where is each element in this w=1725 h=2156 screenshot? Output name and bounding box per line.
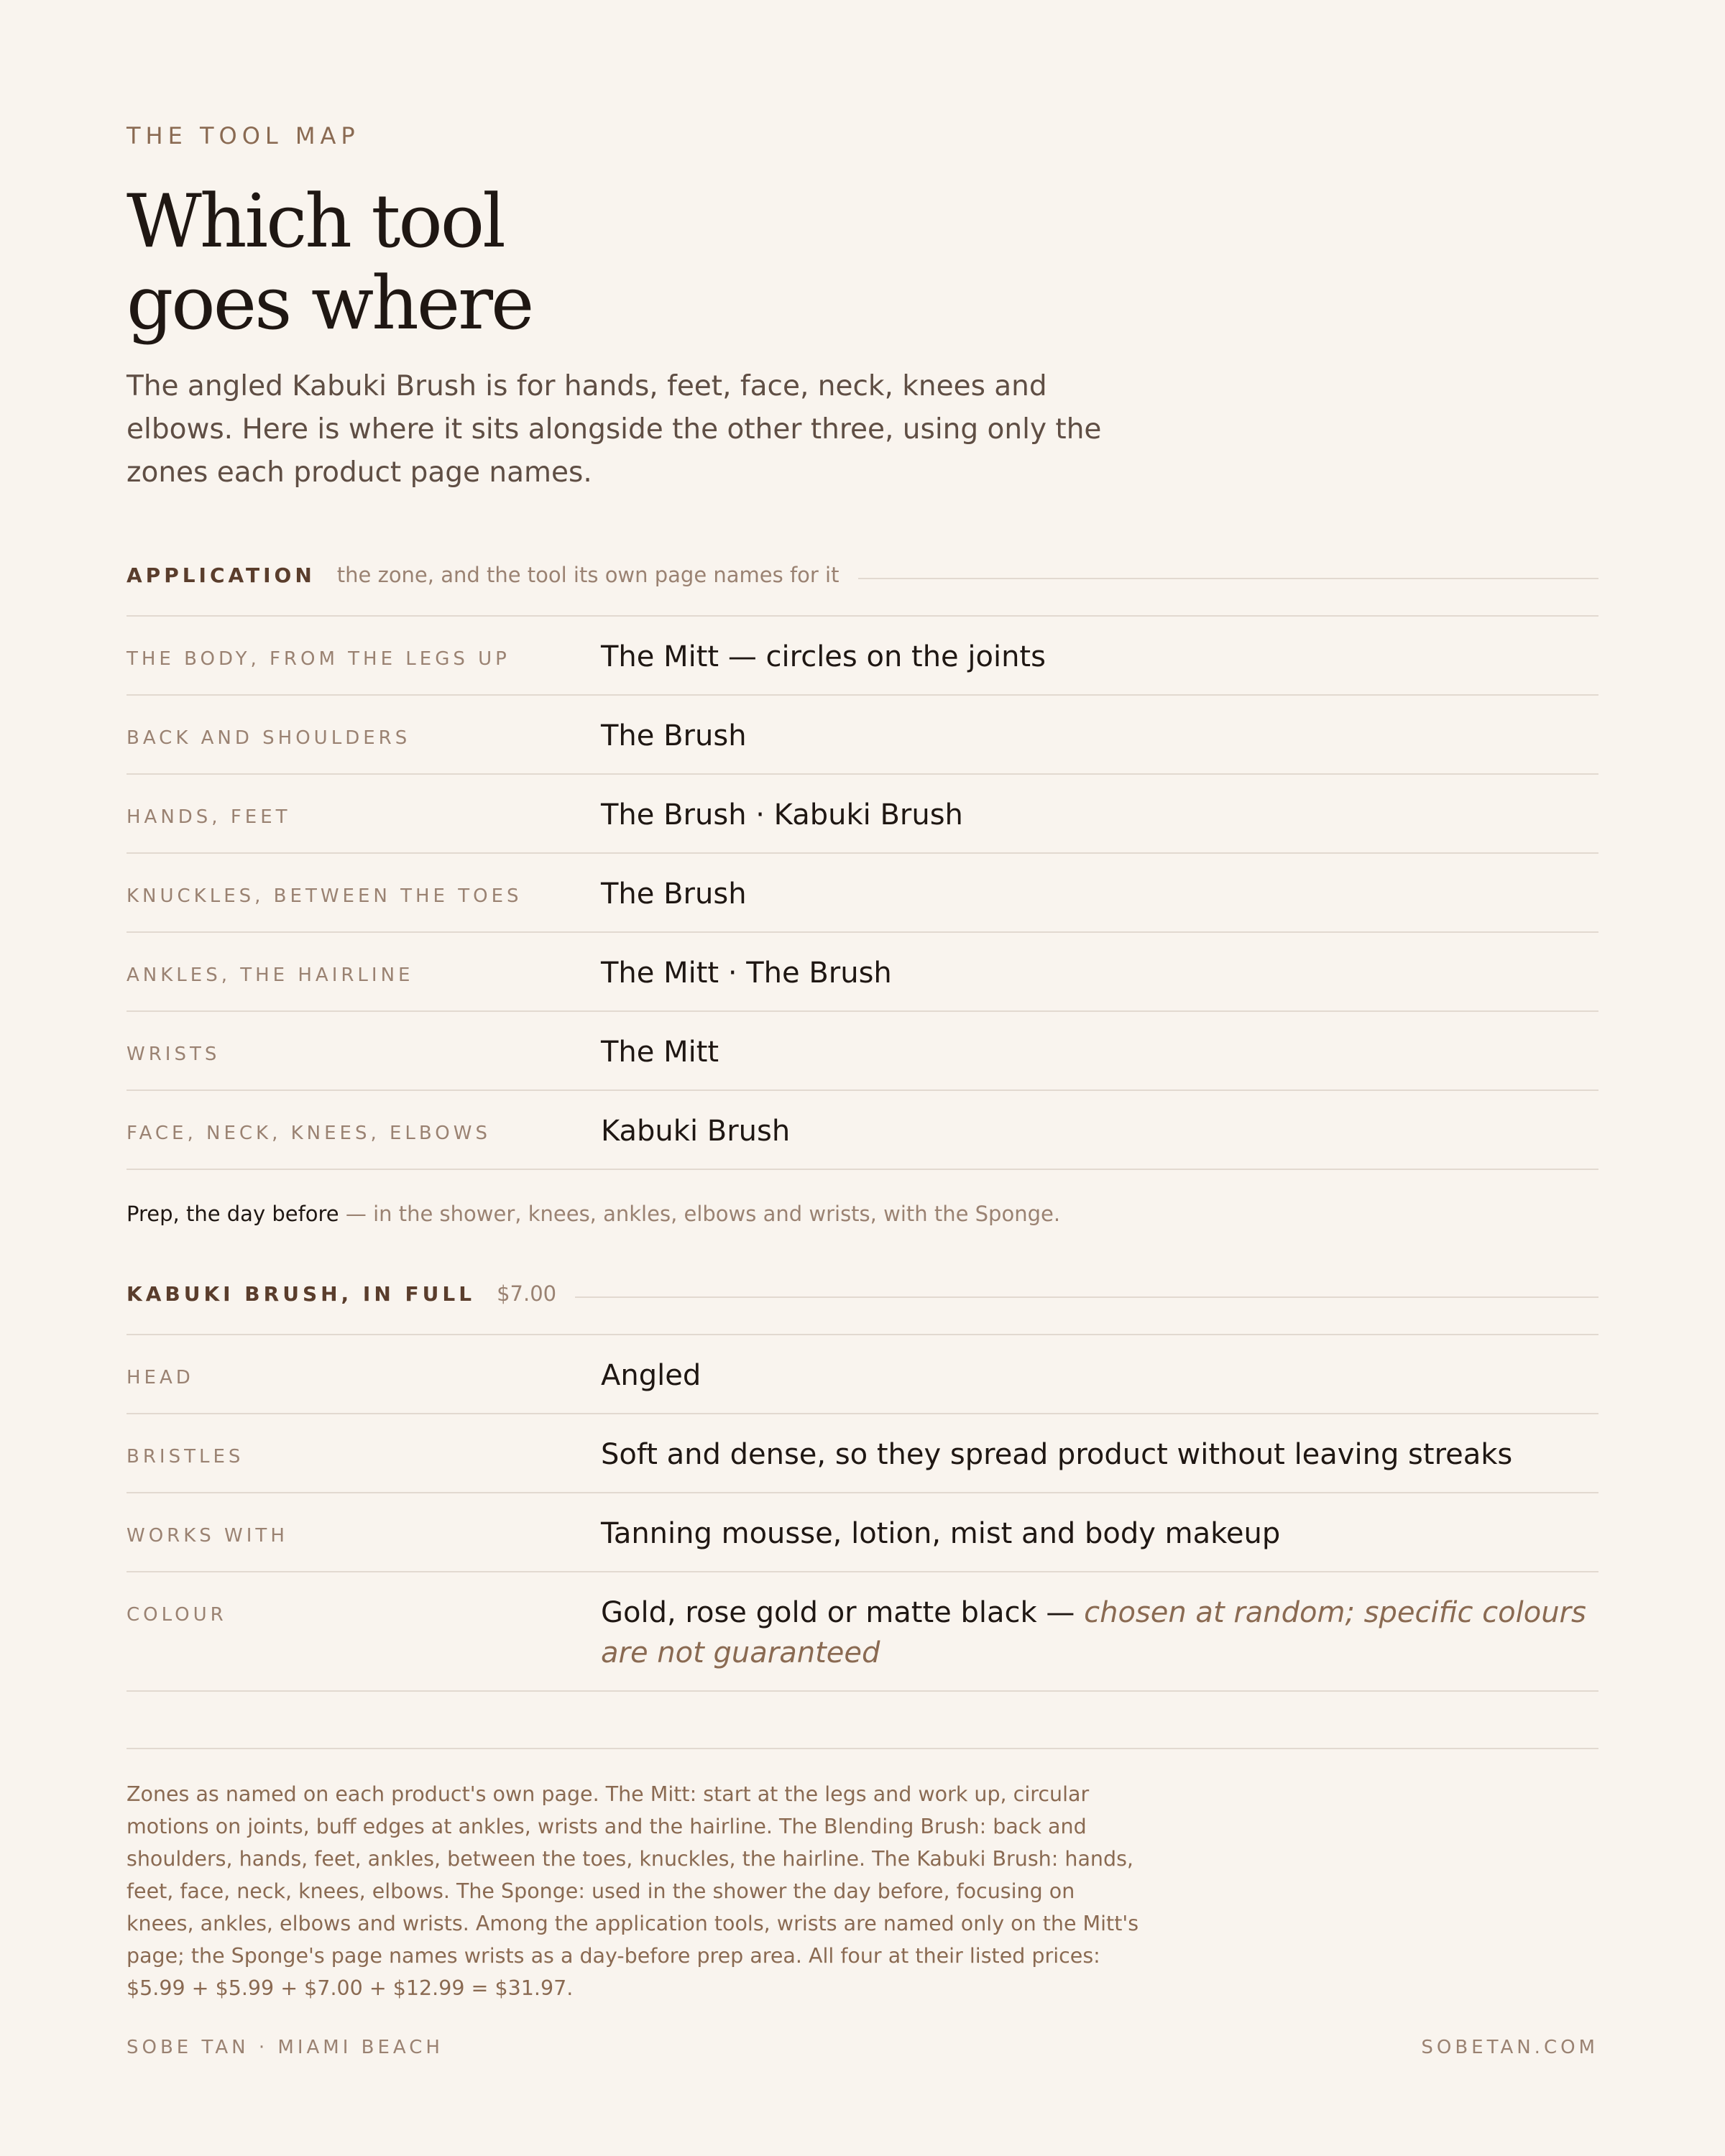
kabuki-table (126, 1334, 1598, 1692)
table-row (126, 775, 1598, 854)
colour-note: chosen at random; specific colours are not guaranteed (601, 1596, 1586, 1669)
application-header (126, 561, 1598, 589)
table-row (126, 933, 1598, 1012)
application-rule (858, 578, 1599, 579)
kabuki-price: $7.00 (497, 1281, 557, 1306)
table-row (126, 1335, 1598, 1414)
lede: The angled Kabuki Brush is for hands, feet, face, neck, knees and elbows. Here is where it sits alongside the other three, using only the zones each product page names. (126, 370, 1102, 489)
spec-label: WORKS WITH (126, 1525, 288, 1547)
application-heading: APPLICATION (126, 563, 316, 587)
footer-divider (126, 1748, 1598, 1749)
application-table (126, 615, 1598, 1170)
spec-value: Soft and dense, so they spread product without leaving streaks (601, 1438, 1513, 1471)
title-line-2: goes where (126, 261, 533, 346)
brand-signoff: SOBE TAN · MIAMI BEACH (126, 2037, 443, 2058)
tool-value: The Mitt — circles on the joints (601, 640, 1046, 673)
spec-value: Angled (601, 1359, 702, 1392)
zone-label: BACK AND SHOULDERS (126, 727, 411, 749)
website-link[interactable]: SOBETAN.COM (1421, 2037, 1598, 2058)
page-title (126, 181, 845, 345)
tool-value: Kabuki Brush (601, 1115, 791, 1148)
zone-label: WRISTS (126, 1044, 221, 1065)
zone-label: KNUCKLES, BETWEEN THE TOES (126, 885, 523, 907)
table-row (126, 1012, 1598, 1091)
table-row (126, 1091, 1598, 1170)
application-subheading: the zone, and the tool its own page names for it (336, 563, 840, 587)
spec-label: HEAD (126, 1367, 194, 1388)
tool-value: The Mitt (601, 1036, 719, 1069)
prep-note (126, 1202, 1060, 1226)
zone-label: ANKLES, THE HAIRLINE (126, 964, 414, 986)
zone-label: FACE, NECK, KNEES, ELBOWS (126, 1123, 491, 1144)
tool-value: The Brush (601, 719, 747, 752)
title-line-1: Which tool (126, 179, 504, 264)
footnote: Zones as named on each product's own page. The Mitt: start at the legs and work up, circular motions on joints, buff edges at ankles, wrists and the hairline. The Blending Brush: back and shoulders, hands, feet, ankles, between the toes, knuckles, the hairline. The Kabuki Brush: hands, feet, face, neck, knees, elbows. The Sponge: used in the shower the day before, focusing on knees, ankles, elbows and wrists. Among the application tools, wrists are named only on the Mitt's page; the Sponge's page names wrists as a day-before prep area. All four at their listed prices: $5.99 + $5.99 + $7.00 + $12.99 = $31.97. (126, 1782, 1139, 2000)
colour-value: Gold, rose gold or matte black — (601, 1596, 1085, 1629)
tool-value: The Brush · Kabuki Brush (601, 798, 963, 831)
prep-label: Prep, the day before (126, 1202, 339, 1226)
tool-value: The Brush (601, 877, 747, 911)
spec-label: COLOUR (126, 1604, 227, 1626)
spec-label: BRISTLES (126, 1446, 244, 1468)
spec-value: Tanning mousse, lotion, mist and body makeup (601, 1517, 1281, 1550)
table-row (126, 854, 1598, 933)
table-row (126, 617, 1598, 696)
table-row (126, 1414, 1598, 1493)
zone-label: THE BODY, FROM THE LEGS UP (126, 648, 510, 670)
table-row (126, 1572, 1598, 1692)
kabuki-heading: KABUKI BRUSH, IN FULL (126, 1281, 476, 1306)
table-row (126, 1493, 1598, 1572)
kabuki-header (126, 1279, 1598, 1308)
prep-text: — in the shower, knees, ankles, elbows and wrists, with the Sponge. (339, 1202, 1061, 1226)
zone-label: HANDS, FEET (126, 806, 291, 828)
spec-value (601, 1572, 1598, 1692)
table-row (126, 696, 1598, 775)
eyebrow: THE TOOL MAP (126, 122, 360, 149)
kabuki-rule (575, 1296, 1598, 1298)
tool-value: The Mitt · The Brush (601, 957, 892, 990)
